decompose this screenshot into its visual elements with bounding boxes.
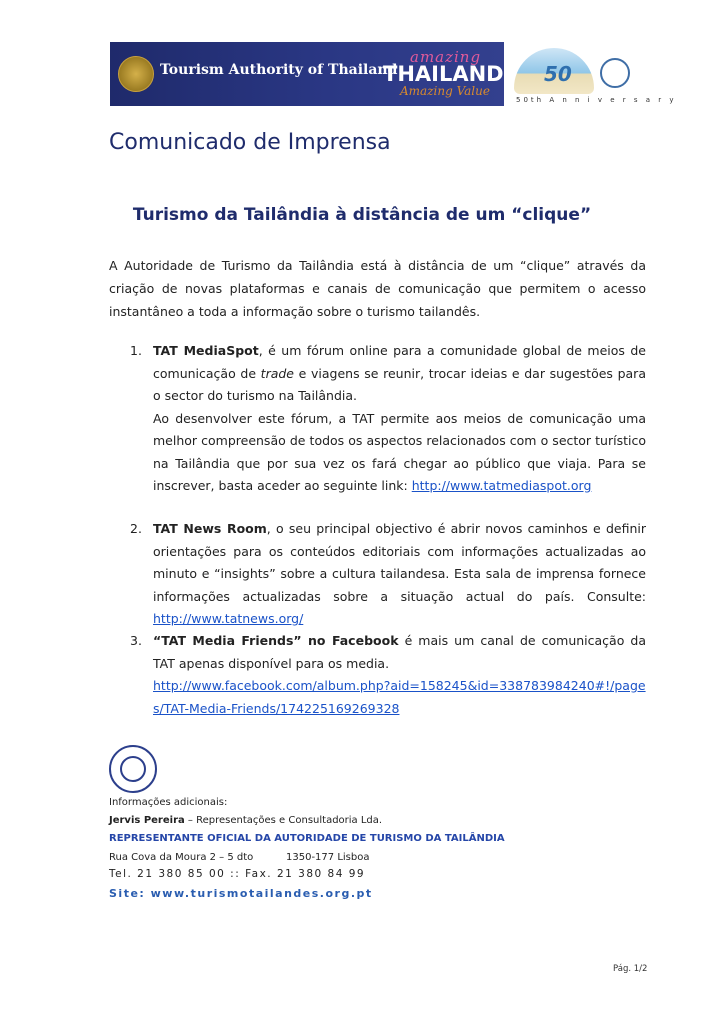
list-item-facebook <box>153 630 646 720</box>
list-number: 3. <box>130 633 142 648</box>
item-text: e viagens se reunir, trocar ideias e dar sugestões para o sector do turismo na Tailândia. <box>153 365 646 403</box>
authority-name: Tourism Authority of Thailand <box>160 62 398 78</box>
representative-line: REPRESENTANTE OFICIAL DA AUTORIDADE DE TURISMO DA TAILÂNDIA <box>109 833 505 844</box>
mediaspot-link[interactable]: http://www.tatmediaspot.org <box>411 478 592 493</box>
brand-tagline: Amazing Value <box>400 84 490 98</box>
phone-fax: Tel. 21 380 85 00 :: Fax. 21 380 84 99 <box>109 868 366 880</box>
item-text: Ao desenvolver este fórum, a TAT permite aos meios de comunicação uma melhor compreensão de todos os aspectos relacionados com o sector turístico na Tailândia que por sua vez os fará chegar ao público que viaja. Para se inscrever, basta aceder ao seguinte link: <box>153 410 646 493</box>
item-text: , o seu principal objectivo é abrir novos caminhos e definir orientações para os conteúdos editoriais com informações actualizadas ao minuto e “insights” sobre a cultura tailandesa. Esta sala de imprensa fornece informações actualizadas sobre a situação actual do país. Consulte: <box>153 521 646 604</box>
item-name: TAT MediaSpot <box>153 343 259 358</box>
tat-header-banner <box>110 42 504 106</box>
company-name: Jervis Pereira <box>109 815 185 826</box>
tatnews-link[interactable]: http://www.tatnews.org/ <box>153 611 304 626</box>
brand-thailand: THAILAND <box>383 62 504 86</box>
address-postcode: 1350-177 Lisboa <box>286 852 370 863</box>
brand-amazing: amazing <box>410 48 482 66</box>
anniversary-number: 50 <box>544 62 572 86</box>
page-number: Pág. 1/2 <box>613 964 648 974</box>
item-text: é mais um canal de comunicação da TAT apenas disponível para os media. <box>153 633 646 671</box>
page-title: Comunicado de Imprensa <box>109 130 391 155</box>
list-item-mediaspot <box>153 340 646 498</box>
item-text-italic: trade <box>260 365 294 381</box>
website[interactable]: Site: www.turismotailandes.org.pt <box>109 887 373 900</box>
facebook-link[interactable]: http://www.facebook.com/album.php?aid=158245&id=338783984240#!/pages/TAT-Media-Friends/174225169269328 <box>153 678 646 716</box>
item-text: , é um fórum online para a comunidade global de meios de comunicação de <box>153 343 646 381</box>
list-number: 1. <box>130 343 142 358</box>
list-number: 2. <box>130 521 142 536</box>
info-label: Informações adicionais: <box>109 797 228 808</box>
item-name: “TAT Media Friends” no Facebook <box>153 633 399 648</box>
press-release-headline: Turismo da Tailândia à distância de um “clique” <box>132 205 592 225</box>
company-line <box>109 815 382 826</box>
item-name: TAT News Room <box>153 521 267 536</box>
tat-seal-icon <box>118 56 154 92</box>
tat-emblem-icon <box>109 745 157 793</box>
anniversary-logo <box>514 48 677 106</box>
address-street: Rua Cova da Moura 2 – 5 dto <box>109 852 254 863</box>
company-rest: – Representações e Consultadoria Lda. <box>184 815 383 826</box>
list-item-newsroom <box>153 518 646 631</box>
tat-emblem-icon <box>600 58 630 88</box>
anniversary-text: 50th A n n i v e r s a r y <box>516 96 677 104</box>
intro-paragraph: A Autoridade de Turismo da Tailândia está à distância de um “clique” através da criação de novas plataformas e canais de comunicação que permitem o acesso instantâneo a toda a informação sobre o turismo tailandês. <box>109 258 646 319</box>
